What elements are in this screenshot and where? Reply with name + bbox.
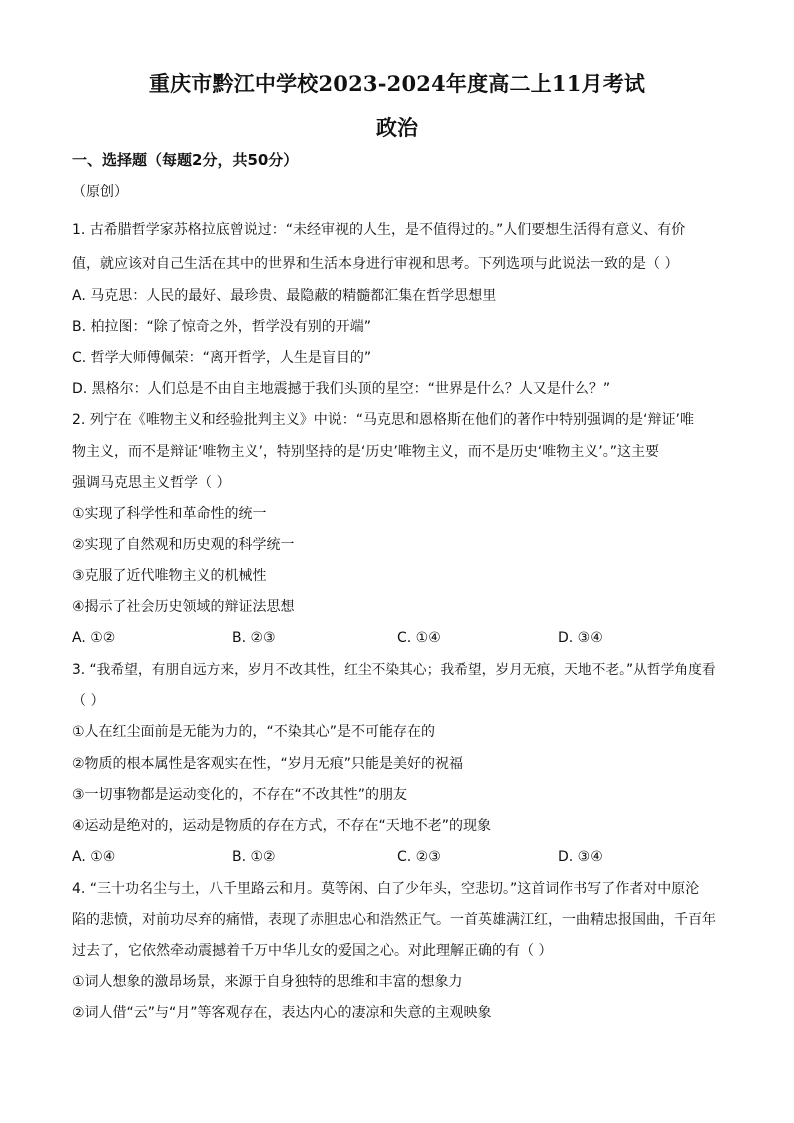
q2-item-3: ③克服了近代唯物主义的机械性 [72, 568, 267, 584]
subject-title: 政治 [376, 115, 418, 140]
q1-option-d: D. 黑格尔：人们总是不由自主地震撼于我们头顶的星空：“世界是什么？人又是什么？” [72, 381, 611, 397]
q1-stem-line: 1. 古希腊哲学家苏格拉底曾说过：“未经审视的人生，是不值得过的。”人们要想生活得有意义、有价 [72, 222, 686, 238]
q2-choice-c: C. ①④ [397, 630, 441, 646]
q1-stem-line: 值，就应该对自己生活在其中的世界和生活本身进行审视和思考。下列选项与此说法一致的是（ ） [72, 256, 679, 272]
q3-stem-line: 3. “我希望，有朋自远方来，岁月不改其性，红尘不染其心；我希望，岁月无痕，天地不老。”从哲学角度看 [72, 662, 716, 678]
q3-item-3: ③一切事物都是运动变化的，不存在“不改其性”的朋友 [72, 787, 408, 803]
q2-item-1: ①实现了科学性和革命性的统一 [72, 506, 267, 522]
q3-choice-d: D. ③④ [558, 849, 603, 865]
original-note: （原创） [72, 184, 128, 200]
q3-choice-a: A. ①④ [72, 849, 116, 865]
q2-choice-d: D. ③④ [558, 630, 603, 646]
q2-stem-line: 2. 列宁在《唯物主义和经验批判主义》中说：“马克思和恩格斯在他们的著作中特别强调的是‘辩证’唯 [72, 412, 694, 428]
section-heading: 一、选择题（每题2分，共50分） [72, 151, 299, 169]
q2-stem-line: 物主义，而不是辩证‘唯物主义’，特别坚持的是‘历史’唯物主义，而不是历史‘唯物主义’。”这主要 [72, 444, 659, 460]
q2-choice-a: A. ①② [72, 630, 116, 646]
q2-choice-b: B. ②③ [232, 630, 276, 646]
q1-option-b: B. 柏拉图：“除了惊奇之外，哲学没有别的开端” [72, 319, 372, 335]
q3-item-2: ②物质的根本属性是客观实在性，“岁月无痕”只能是美好的祝福 [72, 756, 464, 772]
q2-item-2: ②实现了自然观和历史观的科学统一 [72, 537, 295, 553]
q3-stem-line: （ ） [72, 693, 105, 709]
q4-stem-line: 过去了，它依然牵动震撼着千万中华儿女的爱国之心。对此理解正确的有（ ） [72, 943, 553, 959]
exam-title: 重庆市黔江中学校2023-2024年度高二上11月考试 [148, 71, 646, 96]
q2-stem-line: 强调马克思主义哲学（ ） [72, 475, 231, 491]
q3-item-4: ④运动是绝对的，运动是物质的存在方式，不存在“天地不老”的现象 [72, 818, 492, 834]
q4-stem-line: 4. “三十功名尘与土，八千里路云和月。莫等闲、白了少年头，空悲切。”这首词作书写了作者对中原沦 [72, 881, 700, 897]
q3-item-1: ①人在红尘面前是无能为力的，“不染其心”是不可能存在的 [72, 724, 436, 740]
q2-item-4: ④揭示了社会历史领域的辩证法思想 [72, 599, 295, 615]
q3-choice-b: B. ①② [232, 849, 276, 865]
q4-item-1: ①词人想象的激昂场景，来源于自身独特的思维和丰富的想象力 [72, 974, 463, 990]
q3-choice-c: C. ②③ [397, 849, 441, 865]
q1-option-c: C. 哲学大师傅佩荣：“离开哲学，人生是盲目的” [72, 350, 372, 366]
q4-item-2: ②词人借“云”与“月”等客观存在，表达内心的凄凉和失意的主观映象 [72, 1005, 492, 1021]
q1-option-a: A. 马克思：人民的最好、最珍贵、最隐蔽的精髓都汇集在哲学思想里 [72, 288, 497, 304]
q4-stem-line: 陷的悲愤，对前功尽弃的痛惜，表现了赤胆忠心和浩然正气。一首英雄满江红，一曲精忠报国曲，千百年 [72, 912, 716, 928]
